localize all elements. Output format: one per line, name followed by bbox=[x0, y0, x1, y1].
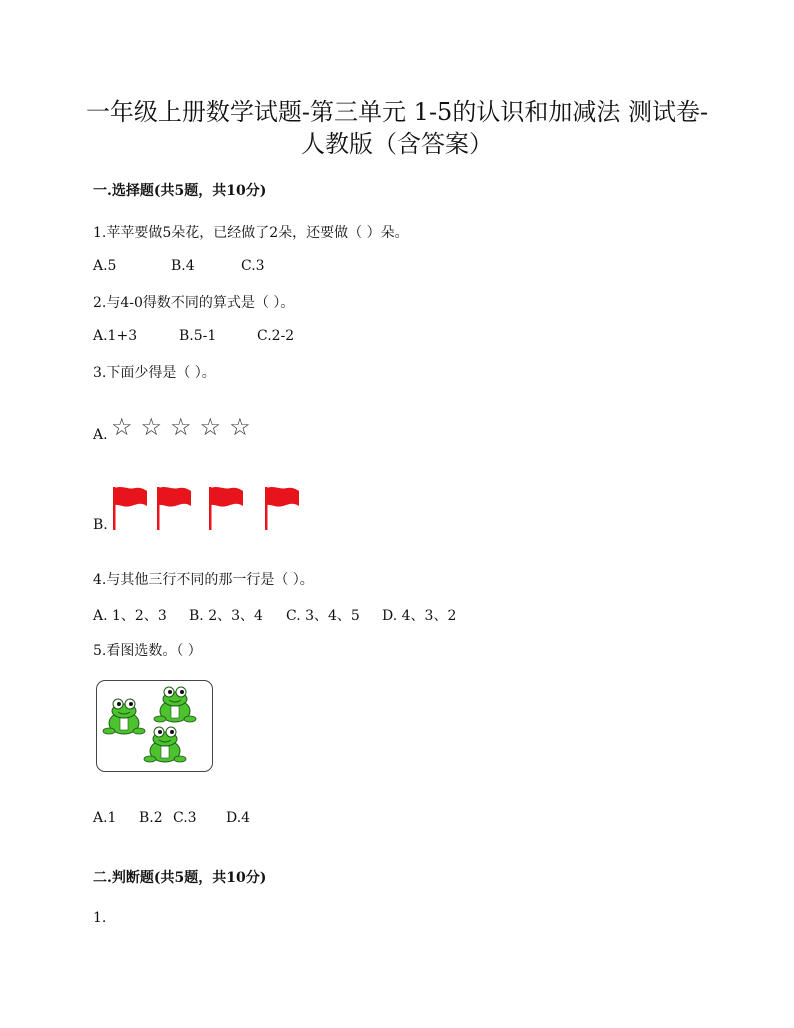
doc-title-line-2: 人教版（含答案） bbox=[301, 130, 493, 158]
q5-option-b: B.2 bbox=[139, 810, 163, 826]
q4-option-b: B. 2、3、4 bbox=[189, 608, 263, 624]
red-flag-icon bbox=[206, 485, 246, 531]
star-outline-icon: ☆ bbox=[229, 413, 251, 441]
star-outline-icon: ☆ bbox=[170, 413, 192, 441]
question-2-text: 2.与4-0得数不同的算式是（ ）。 bbox=[93, 295, 295, 311]
q5-option-a: A.1 bbox=[93, 810, 117, 826]
q2-option-b: B.5-1 bbox=[179, 328, 217, 344]
q2-option-a: A.1+3 bbox=[93, 328, 138, 344]
q1-option-b: B.4 bbox=[171, 258, 195, 274]
frog-icon bbox=[154, 687, 196, 722]
question-5-options bbox=[93, 810, 250, 826]
doc-title-line-1: 一年级上册数学试题-第三单元 1-5的认识和加减法 测试卷- bbox=[85, 98, 709, 126]
question-3-text: 3.下面少得是（ ）。 bbox=[93, 365, 216, 381]
red-flag-icon bbox=[110, 485, 150, 531]
frog-icon bbox=[103, 699, 145, 734]
q3-option-a-label: A. bbox=[93, 427, 108, 443]
red-flag-icon bbox=[262, 485, 302, 531]
q1-option-c: C.3 bbox=[241, 258, 265, 274]
frog-icon bbox=[97, 681, 212, 771]
section-2-question-1-number: 1. bbox=[93, 910, 107, 926]
question-1-text: 1.苹苹要做5朵花，已经做了2朵，还要做（ ）朵。 bbox=[93, 225, 409, 241]
q5-option-c: C.3 bbox=[173, 810, 197, 826]
q5-option-d: D.4 bbox=[226, 810, 251, 826]
question-4-options bbox=[93, 605, 456, 625]
star-outline-icon: ☆ bbox=[140, 413, 163, 441]
red-flag-icon bbox=[154, 485, 194, 531]
question-4-text: 4.与其他三行不同的那一行是（ ）。 bbox=[93, 572, 314, 588]
q4-option-a: A. 1、2、3 bbox=[93, 608, 167, 624]
section-2-heading: 二.判断题(共5题，共10分) bbox=[93, 870, 267, 886]
star-outline-icon: ☆ bbox=[199, 413, 222, 441]
frog-icon bbox=[144, 727, 186, 762]
section-1-heading: 一.选择题(共5题，共10分) bbox=[93, 183, 267, 199]
q3-option-b-label: B. bbox=[93, 517, 108, 533]
q5-frog-picture bbox=[96, 680, 213, 772]
question-5-text: 5.看图选数。（ ） bbox=[93, 643, 202, 659]
question-1-options bbox=[93, 258, 265, 274]
q2-option-c: C.2-2 bbox=[257, 328, 295, 344]
q4-option-d: D. 4、3、2 bbox=[382, 608, 457, 624]
q3-option-a-stars bbox=[111, 415, 259, 439]
question-2-options bbox=[93, 328, 294, 344]
q4-option-c: C. 3、4、5 bbox=[286, 608, 360, 624]
q1-option-a: A.5 bbox=[93, 258, 117, 274]
star-outline-icon: ☆ bbox=[111, 413, 133, 441]
